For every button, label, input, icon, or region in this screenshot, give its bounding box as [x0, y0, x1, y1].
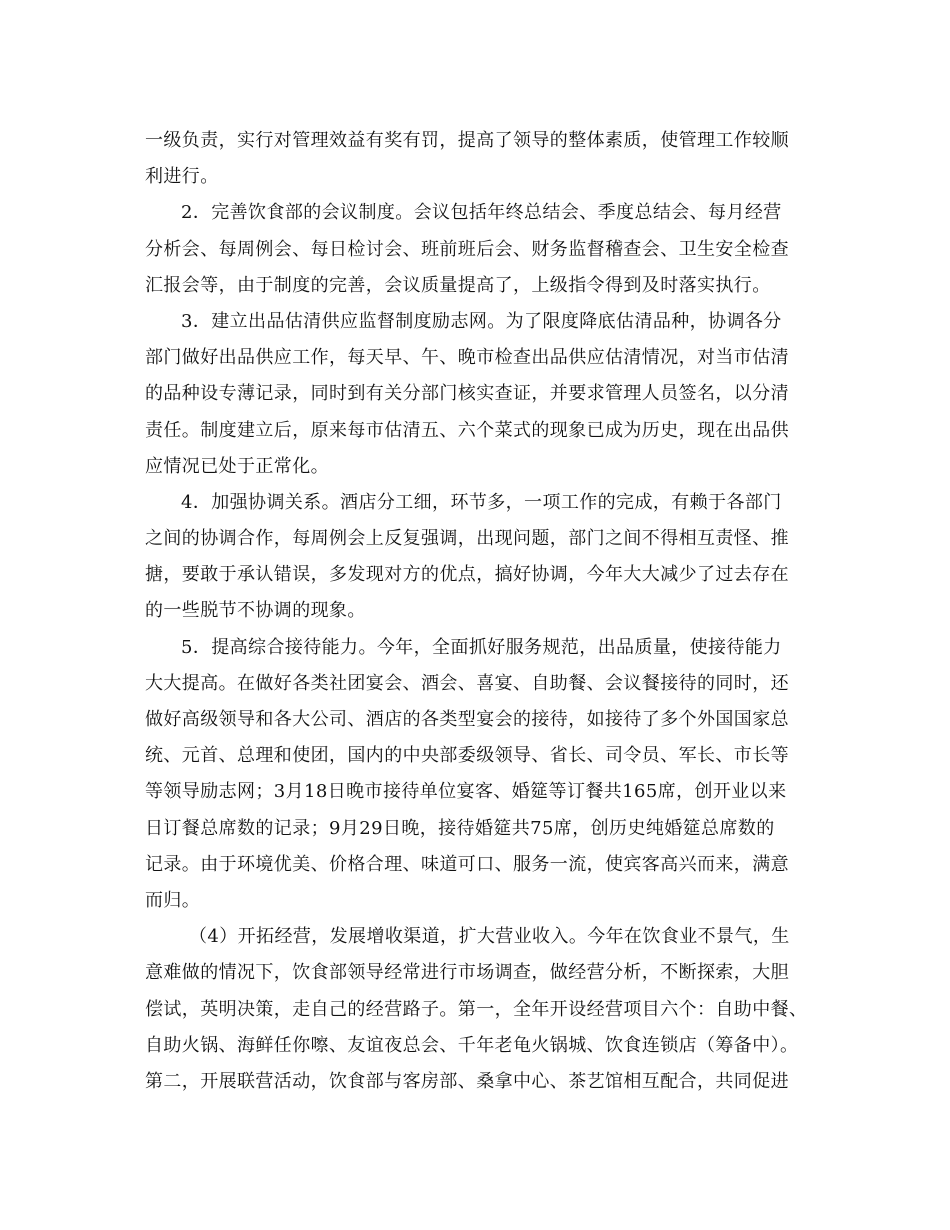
paragraph-reception-capacity: [145, 630, 811, 920]
text-line: 统、元首、总理和使团，国内的中央部委级领导、省长、司令员、军长、市长等: [145, 745, 789, 767]
text-line: 5．提高综合接待能力。今年，全面抓好服务规范，出品质量，使接待能力: [181, 636, 782, 658]
text-line: 做好高级领导和各大公司、酒店的各类型宴会的接待，如接待了多个外国国家总: [145, 709, 789, 730]
document-body: [145, 123, 811, 1100]
text-line: 分析会、每周例会、每日检讨会、班前班后会、财务监督稽查会、卫生安全检查: [145, 238, 789, 260]
text-line: 记录。由于环境优美、价格合理、味道可口、服务一流，使宾客高兴而来，满意: [145, 853, 789, 875]
text-line: 大大提高。在做好各类社团宴会、酒会、喜宴、自助餐、会议餐接待的同时，还: [145, 672, 789, 694]
text-line: 搪，要敢于承认错误，多发现对方的优点，搞好协调，今年大大减少了过去存在: [145, 564, 789, 586]
paragraph-meeting-system: [145, 195, 811, 304]
paragraph-supply-supervision: [145, 304, 811, 485]
text-line: 责任。制度建立后，原来每市估清五、六个菜式的现象已成为历史，现在出品供: [145, 419, 789, 441]
text-line: 部门做好出品供应工作，每天早、午、晚市检查出品供应估清情况，对当市估清: [145, 347, 789, 369]
text-line: 之间的协调合作，每周例会上反复强调，出现问题，部门之间不得相互责怪、推: [145, 528, 789, 550]
text-line: 等领导励志网；3月18日晚市接待单位宴客、婚筵等订餐共165席，创开业以来: [145, 781, 787, 803]
text-line: 应情况已处于正常化。: [145, 455, 329, 477]
text-line: 汇报会等，由于制度的完善，会议质量提高了，上级指令得到及时落实执行。: [145, 274, 771, 296]
text-line: 第二，开展联营活动，饮食部与客房部、桑拿中心、茶艺馆相互配合，共同促进: [145, 1070, 789, 1092]
text-line: 2．完善饮食部的会议制度。会议包括年终总结会、季度总结会、每月经营: [181, 202, 782, 224]
text-line: 意难做的情况下，饮食部领导经常进行市场调查，做经营分析，不断探索，大胆: [145, 962, 789, 984]
text-line: 3．建立出品估清供应监督制度励志网。为了限度降底估清品种，协调各分: [181, 310, 782, 332]
text-line: （4）开拓经营，发展增收渠道，扩大营业收入。今年在饮食业不景气，生: [189, 926, 790, 948]
text-line: 利进行。: [145, 166, 219, 188]
text-line: 4．加强协调关系。酒店分工细，环节多，一项工作的完成，有赖于各部门: [181, 491, 782, 513]
text-line: 自助火锅、海鲜任你嚓、友谊夜总会、千年老龟火锅城、饮食连锁店（筹备中）。: [145, 1034, 799, 1056]
paragraph-business-expansion: [145, 919, 811, 1100]
text-line: 的品种设专薄记录，同时到有关分部门核实查证，并要求管理人员签名，以分清: [145, 383, 789, 405]
text-line: 一级负责，实行对管理效益有奖有罚，提高了领导的整体素质，使管理工作较顺: [145, 130, 789, 151]
text-line: 日订餐总席数的记录；9月29日晚，接待婚筵共75席，创历史纯婚筵总席数的: [145, 817, 775, 839]
paragraph-coordination: [145, 485, 811, 630]
text-line: 偿试，英明决策，走自己的经营路子。第一，全年开设经营项目六个：自助中餐、: [145, 998, 808, 1020]
paragraph-continuation: [145, 123, 811, 195]
text-line: 的一些脱节不协调的现象。: [145, 600, 366, 622]
text-line: 而归。: [145, 889, 201, 911]
